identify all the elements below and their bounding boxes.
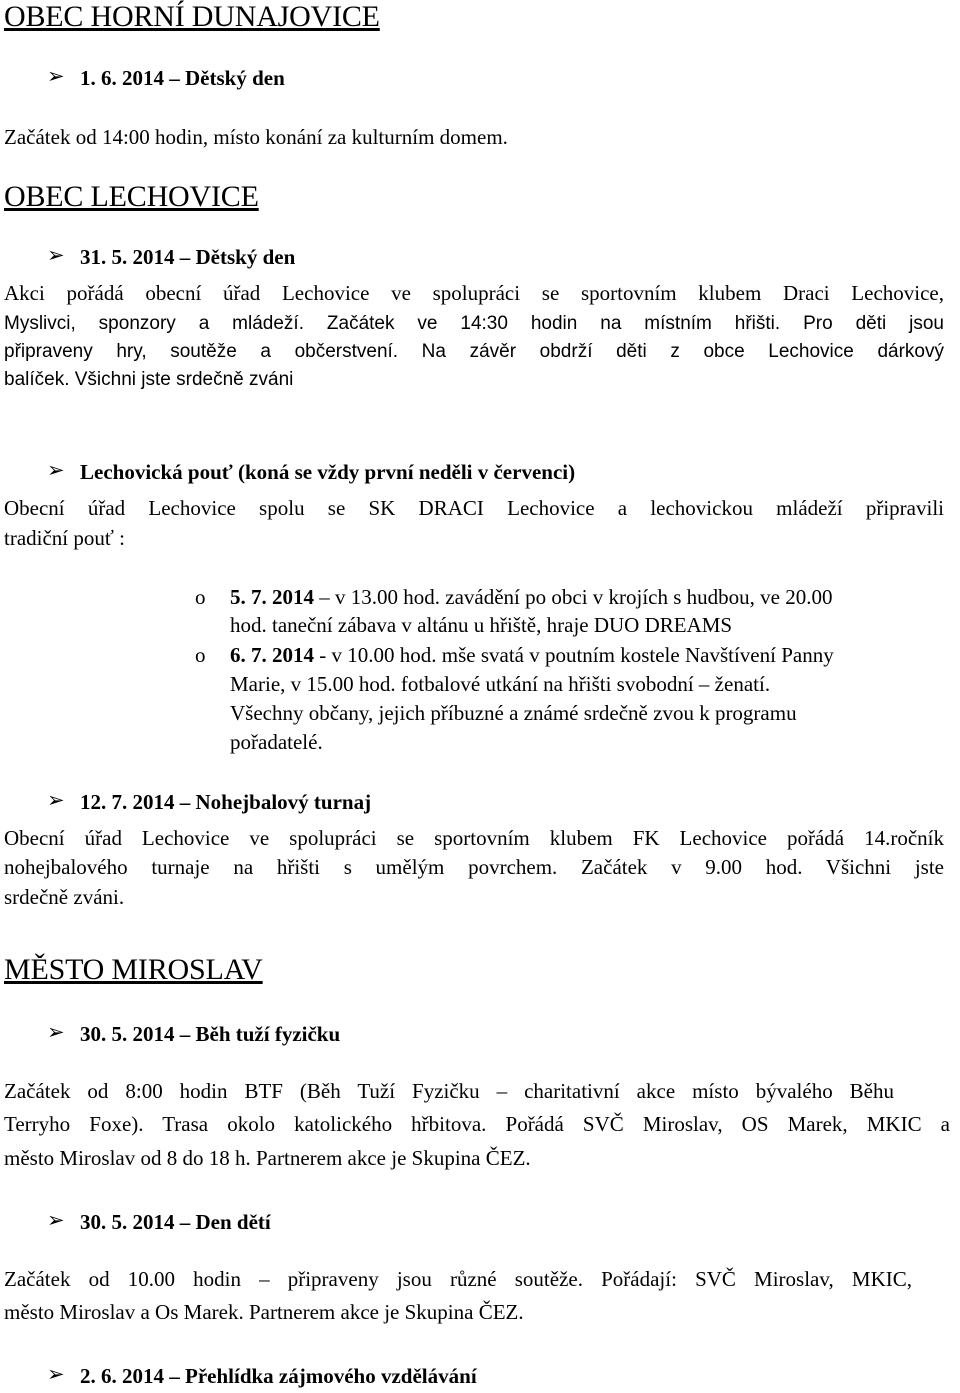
event-title: Lechovická pouť (koná se vždy první neděli v červenci): [80, 460, 576, 484]
event-text-line: Akci pořádá obecní úřad Lechovice ve spolupráci se sportovním klubem Draci Lechovice,: [4, 281, 944, 305]
arrowhead-bullet-icon: ➢: [47, 243, 65, 267]
event-text-line: Obecní úřad Lechovice spolu se SK DRACI Lechovice a lechovickou mládeží připravili: [4, 496, 944, 520]
event-text-line: Začátek od 8:00 hodin BTF (Běh Tuží Fyzičku – charitativní akce místo bývalého Běhu: [4, 1079, 894, 1103]
program-line: [230, 643, 834, 668]
event-title: 31. 5. 2014 – Dětský den: [80, 245, 296, 269]
event-title: 12. 7. 2014 – Nohejbalový turnaj: [80, 790, 372, 814]
program-date: 6. 7. 2014: [230, 643, 314, 667]
event-text-line: město Miroslav a Os Marek. Partnerem akce je Skupina ČEZ.: [4, 1300, 524, 1324]
event-text-line: Začátek od 10.00 hodin – připraveny jsou různé soutěže. Pořádají: SVČ Miroslav, MKIC,: [4, 1267, 912, 1291]
arrowhead-bullet-icon: ➢: [47, 1362, 65, 1386]
event-text-line: připraveny hry, soutěže a občerstvení. Na závěr obdrží děti z obce Lechovice dárkový: [4, 341, 944, 362]
event-text-line: Obecní úřad Lechovice ve spolupráci se sportovním klubem FK Lechovice pořádá 14.ročník: [4, 826, 944, 850]
circle-bullet-icon: o: [195, 585, 206, 609]
program-line: [230, 585, 833, 610]
program-line: pořadatelé.: [230, 730, 323, 754]
arrowhead-bullet-icon: ➢: [47, 1020, 65, 1044]
program-date: 5. 7. 2014: [230, 585, 314, 609]
arrowhead-bullet-icon: ➢: [47, 458, 65, 482]
event-text-line: balíček. Všichni jste srdečně zváni: [4, 369, 294, 390]
program-line: hod. taneční zábava v altánu u hřiště, hraje DUO DREAMS: [230, 613, 733, 637]
event-title: 2. 6. 2014 – Přehlídka zájmového vzdělávání: [80, 1364, 477, 1388]
heading-lechovice: OBEC LECHOVICE: [4, 180, 259, 213]
program-line: Všechny občany, jejich příbuzné a známé srdečně zvou k programu: [230, 701, 797, 725]
event-title: 30. 5. 2014 – Běh tuží fyzičku: [80, 1022, 341, 1046]
circle-bullet-icon: o: [195, 643, 206, 667]
event-text-line: tradiční pouť :: [4, 526, 125, 550]
event-text-line: Myslivci, sponzory a mládeží. Začátek ve 14:30 hodin na místním hřišti. Pro děti jsou: [4, 313, 944, 334]
event-text-line: nohejbalového turnaje na hřišti s umělým povrchem. Začátek v 9.00 hod. Všichni jste: [4, 855, 944, 879]
arrowhead-bullet-icon: ➢: [47, 1208, 65, 1232]
event-text: Začátek od 14:00 hodin, místo konání za kulturním domem.: [4, 125, 508, 149]
event-text-line: srdečně zváni.: [4, 885, 125, 909]
arrowhead-bullet-icon: ➢: [47, 64, 65, 88]
event-text-line: město Miroslav od 8 do 18 h. Partnerem akce je Skupina ČEZ.: [4, 1146, 531, 1170]
event-title: 1. 6. 2014 – Dětský den: [80, 66, 285, 90]
program-text: – v 13.00 hod. zavádění po obci v krojích s hudbou, ve 20.00: [319, 585, 833, 609]
heading-miroslav: MĚSTO MIROSLAV: [4, 953, 263, 986]
arrowhead-bullet-icon: ➢: [47, 788, 65, 812]
event-text-line: Terryho Foxe). Trasa okolo katolického hřbitova. Pořádá SVČ Miroslav, OS Marek, MKIC a: [4, 1112, 950, 1136]
program-line: Marie, v 15.00 hod. fotbalové utkání na hřišti svobodní – ženatí.: [230, 672, 771, 696]
program-text: - v 10.00 hod. mše svatá v poutním kostele Navštívení Panny: [319, 643, 834, 667]
heading-horni-dunajovice: OBEC HORNÍ DUNAJOVICE: [4, 0, 380, 33]
event-title: 30. 5. 2014 – Den dětí: [80, 1210, 271, 1234]
